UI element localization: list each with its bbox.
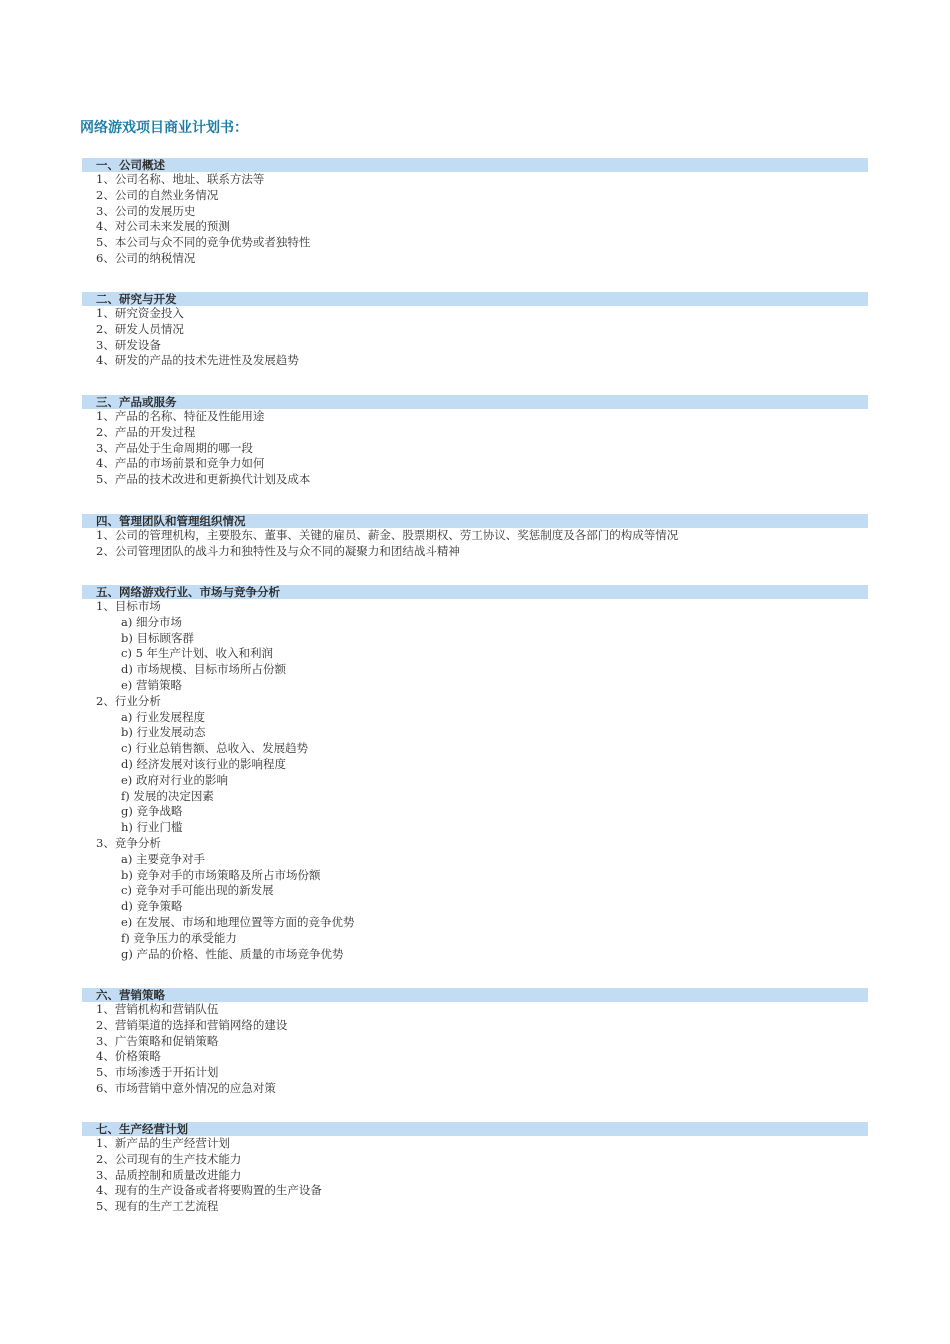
list-item: 6、公司的纳税情况 [96, 250, 196, 265]
list-item: 4、对公司未来发展的预测 [96, 219, 230, 234]
list-item: 2、行业分析 [96, 693, 161, 708]
list-item: 3、研发设备 [96, 337, 161, 352]
section-2 [82, 292, 868, 369]
list-item: 1、目标市场 [96, 599, 161, 613]
sub-list-item: c) 5 年生产计划、收入和利润 [121, 646, 274, 661]
sub-list-item: g) 产品的价格、性能、质量的市场竞争优势 [121, 946, 344, 961]
list-item: 3、公司的发展历史 [96, 203, 196, 218]
list-item: 4、现有的生产设备或者将要购置的生产设备 [96, 1183, 322, 1198]
sub-list-item: f) 竞争压力的承受能力 [121, 930, 237, 945]
section-heading: 一、公司概述 [82, 158, 868, 172]
document-title: 网络游戏项目商业计划书： [80, 120, 248, 136]
section-6 [82, 988, 868, 1097]
section-items [82, 306, 868, 369]
list-item: 1、产品的名称、特征及性能用途 [96, 409, 265, 423]
section-heading: 四、管理团队和管理组织情况 [82, 514, 868, 528]
section-heading: 六、营销策略 [82, 988, 868, 1002]
list-item: 1、营销机构和营销队伍 [96, 1002, 219, 1016]
sub-list-item: f) 发展的决定因素 [121, 788, 214, 803]
section-items [82, 599, 868, 962]
section-items [82, 1002, 868, 1097]
list-item: 1、新产品的生产经营计划 [96, 1136, 230, 1150]
list-item: 4、研发的产品的技术先进性及发展趋势 [96, 353, 299, 368]
list-item: 2、营销渠道的选择和营销网络的建设 [96, 1017, 288, 1032]
list-item: 5、本公司与众不同的竞争优势或者独特性 [96, 235, 311, 250]
sub-list-item: e) 政府对行业的影响 [121, 772, 228, 787]
section-heading: 七、生产经营计划 [82, 1122, 868, 1136]
list-item: 2、研发人员情况 [96, 321, 184, 336]
sub-list-item: b) 行业发展动态 [121, 725, 206, 740]
list-item: 2、公司的自然业务情况 [96, 187, 219, 202]
list-item: 2、公司管理团队的战斗力和独特性及与众不同的凝聚力和团结战斗精神 [96, 543, 460, 558]
section-items [82, 528, 868, 560]
section-1 [82, 158, 868, 267]
sub-list-item: g) 竞争战略 [121, 804, 183, 819]
list-item: 5、市场渗透于开拓计划 [96, 1065, 219, 1080]
sub-list-item: d) 经济发展对该行业的影响程度 [121, 756, 287, 771]
list-item: 6、市场营销中意外情况的应急对策 [96, 1080, 276, 1095]
list-item: 1、公司的管理机构，主要股东、董事、关键的雇员、薪金、股票期权、劳工协议、奖惩制度及各部门的构成等情况 [96, 528, 679, 542]
section-heading: 三、产品或服务 [82, 395, 868, 409]
sub-list-item: b) 竞争对手的市场策略及所占市场份额 [121, 867, 321, 882]
sub-list-item: d) 竞争策略 [121, 899, 183, 914]
sub-list-item: a) 行业发展程度 [121, 709, 205, 724]
sub-list-item: c) 行业总销售额、总收入、发展趋势 [121, 741, 309, 756]
list-item: 3、品质控制和质量改进能力 [96, 1167, 242, 1182]
section-heading: 五、网络游戏行业、市场与竞争分析 [82, 585, 868, 599]
sub-list-item: a) 细分市场 [121, 614, 182, 629]
list-item: 4、产品的市场前景和竞争力如何 [96, 456, 265, 471]
section-items [82, 172, 868, 267]
list-item: 4、价格策略 [96, 1049, 161, 1064]
section-7 [82, 1122, 868, 1215]
list-item: 2、公司现有的生产技术能力 [96, 1151, 242, 1166]
list-item: 1、公司名称、地址、联系方法等 [96, 172, 265, 186]
list-item: 2、产品的开发过程 [96, 424, 196, 439]
list-item: 3、广告策略和促销策略 [96, 1033, 219, 1048]
sub-list-item: e) 在发展、市场和地理位置等方面的竞争优势 [121, 914, 355, 929]
section-heading: 二、研究与开发 [82, 292, 868, 306]
section-5 [82, 585, 868, 962]
sub-list-item: c) 竞争对手可能出现的新发展 [121, 883, 274, 898]
list-item: 3、产品处于生命周期的哪一段 [96, 440, 253, 455]
sub-list-item: b) 目标顾客群 [121, 630, 195, 645]
list-item: 1、研究资金投入 [96, 306, 184, 320]
section-3 [82, 395, 868, 488]
section-4 [82, 514, 868, 560]
sub-list-item: d) 市场规模、目标市场所占份额 [121, 662, 287, 677]
list-item: 3、竞争分析 [96, 835, 161, 850]
section-items [82, 1136, 868, 1215]
list-item: 5、现有的生产工艺流程 [96, 1199, 219, 1214]
sub-list-item: e) 营销策略 [121, 677, 182, 692]
list-item: 5、产品的技术改进和更新换代计划及成本 [96, 472, 311, 487]
sub-list-item: a) 主要竞争对手 [121, 851, 205, 866]
sub-list-item: h) 行业门槛 [121, 820, 183, 835]
section-items [82, 409, 868, 488]
